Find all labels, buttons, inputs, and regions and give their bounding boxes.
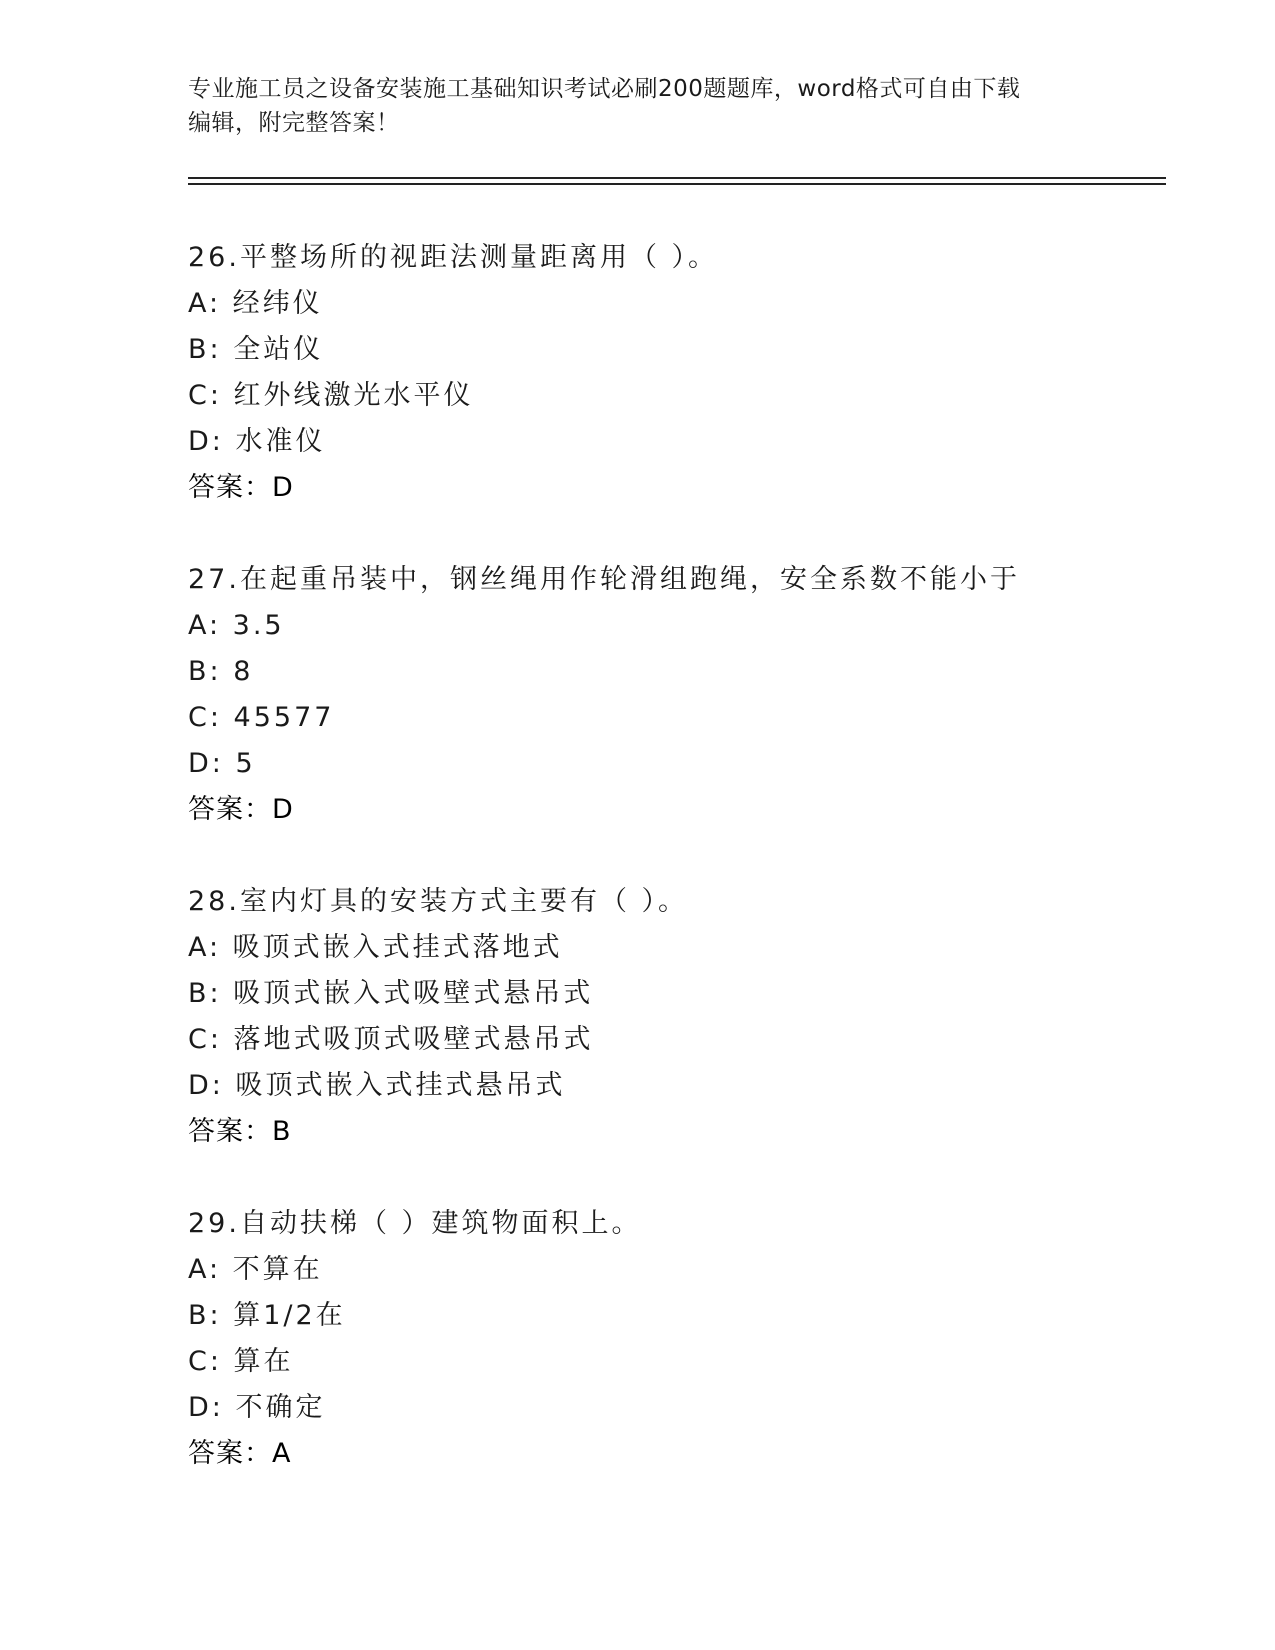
header-divider-bottom: [188, 183, 1166, 185]
option-a: A: 吸顶式嵌入式挂式落地式: [188, 932, 563, 963]
option-c: C: 45577: [188, 702, 335, 733]
option-a: A: 不算在: [188, 1254, 323, 1285]
answer-line: 答案：D: [188, 794, 294, 825]
option-b: B: 全站仪: [188, 334, 324, 365]
question-title: 29.自动扶梯（ ）建筑物面积上。: [188, 1208, 642, 1239]
option-a: A: 经纬仪: [188, 288, 323, 319]
header-divider-top: [188, 177, 1166, 179]
option-c: C: 落地式吸顶式吸壁式悬吊式: [188, 1024, 594, 1055]
answer-line: 答案：D: [188, 472, 294, 503]
question-block-28: [188, 879, 1188, 1155]
answer-line: 答案：A: [188, 1438, 292, 1469]
answer-line: 答案：B: [188, 1116, 292, 1147]
option-d: D: 水准仪: [188, 426, 326, 457]
option-d: D: 吸顶式嵌入式挂式悬吊式: [188, 1070, 566, 1101]
option-c: C: 红外线激光水平仪: [188, 380, 474, 411]
question-title: 26.平整场所的视距法测量距离用（ ）。: [188, 242, 719, 273]
option-d: D: 5: [188, 748, 256, 779]
option-c: C: 算在: [188, 1346, 294, 1377]
option-d: D: 不确定: [188, 1392, 326, 1423]
option-b: B: 吸顶式嵌入式吸壁式悬吊式: [188, 978, 594, 1009]
question-title: 28.室内灯具的安装方式主要有（ ）。: [188, 886, 689, 917]
document-header: [188, 72, 1088, 140]
question-block-29: [188, 1201, 1188, 1477]
option-a: A: 3.5: [188, 610, 285, 641]
header-line-2: 编辑，附完整答案！: [188, 110, 400, 136]
option-b: B: 8: [188, 656, 254, 687]
option-b: B: 算1/2在: [188, 1300, 346, 1331]
header-line-1: 专业施工员之设备安装施工基础知识考试必刷200题题库，word格式可自由下载: [188, 76, 1021, 102]
question-block-27: [188, 557, 1188, 833]
question-title: 27.在起重吊装中，钢丝绳用作轮滑组跑绳，安全系数不能小于: [188, 564, 1020, 595]
question-block-26: [188, 235, 1188, 511]
